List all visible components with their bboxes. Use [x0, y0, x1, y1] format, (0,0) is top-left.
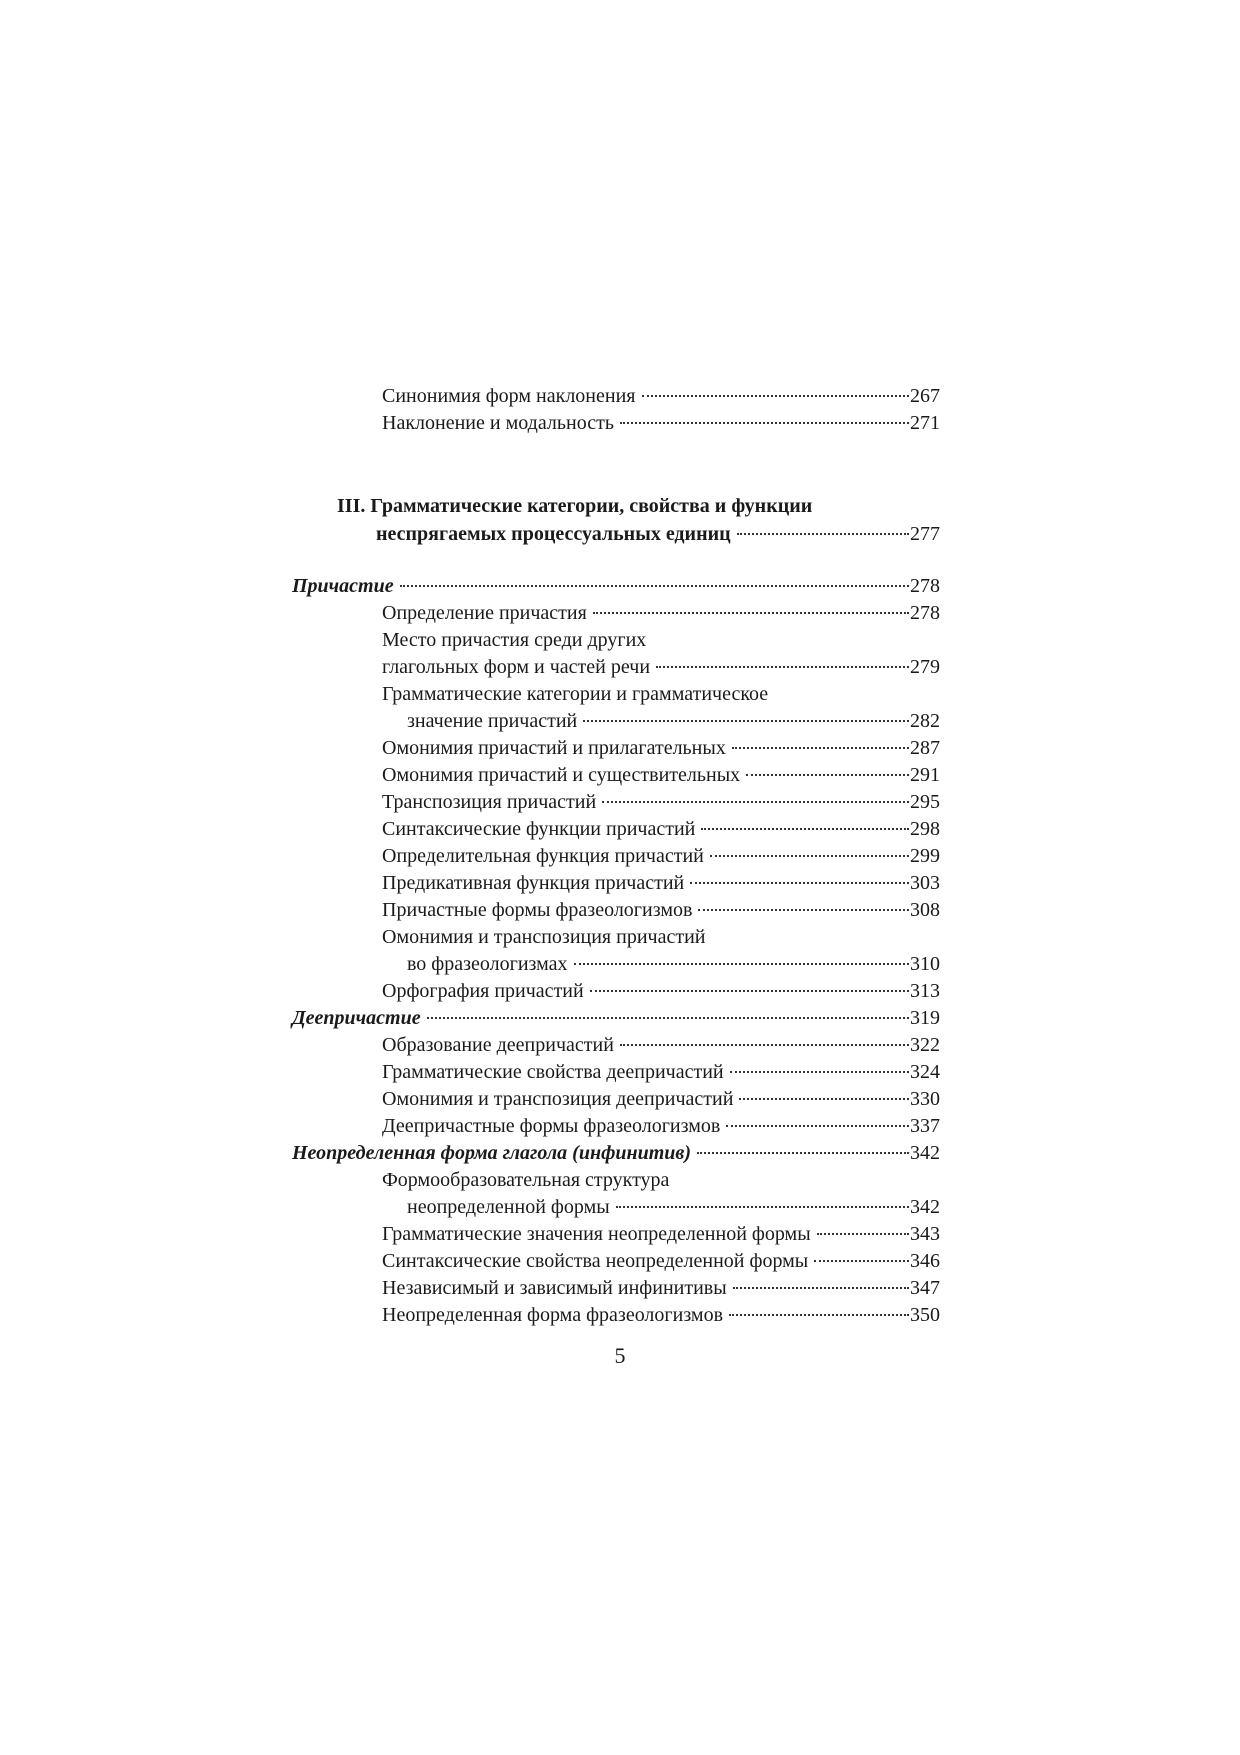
toc-entry-line1: Омонимия и транспозиция причастий [382, 926, 706, 948]
toc-entry: Омонимия и транспозиция деепричастий 330 [382, 1088, 940, 1110]
leader-dots [602, 801, 909, 803]
toc-entry: Грамматические значения неопределенной формы 343 [382, 1223, 940, 1245]
toc-heading-participle: Причастие 278 [292, 575, 940, 597]
leader-dots [701, 828, 909, 830]
leader-dots [729, 1314, 909, 1316]
section-title-line1: III. Грамматические категории, свойства и функции [337, 495, 813, 517]
leader-dots [814, 1260, 909, 1262]
toc-entry-line2: значение причастий 282 [407, 710, 940, 732]
toc-entry: Деепричастные формы фразеологизмов 337 [382, 1115, 940, 1137]
toc-entry: Наклонение и модальность 271 [382, 412, 940, 434]
section-title [292, 492, 940, 548]
leader-dots [656, 666, 909, 668]
leader-dots [746, 774, 909, 776]
toc-entry: Определение причастия 278 [382, 602, 940, 624]
leader-dots [737, 533, 909, 535]
page-number: 5 [614, 1343, 626, 1368]
leader-dots [620, 1044, 909, 1046]
leader-dots [817, 1233, 909, 1235]
toc-entry: Омонимия причастий и прилагательных 287 [382, 737, 940, 759]
leader-dots [698, 909, 909, 911]
toc-entry: Образование деепричастий 322 [382, 1034, 940, 1056]
toc-entry: Причастные формы фразеологизмов 308 [382, 899, 940, 921]
toc-entry: Транспозиция причастий 295 [382, 791, 940, 813]
toc-entry-line1: Место причастия среди других [382, 629, 647, 651]
toc-block-main [292, 573, 940, 1329]
leader-dots [620, 422, 909, 424]
leader-dots [590, 990, 909, 992]
toc-block-continued [292, 383, 940, 437]
section-title-line2: неспрягаемых процессуальных единиц 277 [376, 523, 940, 545]
leader-dots [400, 585, 909, 587]
leader-dots [574, 963, 909, 965]
leader-dots [733, 1287, 909, 1289]
toc-entry: Независимый и зависимый инфинитивы 347 [382, 1277, 940, 1299]
toc-entry-line2: глагольных форм и частей речи 279 [382, 656, 940, 678]
toc-entry: Неопределенная форма фразеологизмов 350 [382, 1304, 940, 1326]
toc-entry: Синонимия форм наклонения 267 [382, 385, 940, 407]
leader-dots [730, 1071, 909, 1073]
toc-heading-infinitive: Неопределенная форма глагола (инфинитив) 342 [292, 1142, 940, 1164]
leader-dots [726, 1125, 909, 1127]
toc-entry-line2: неопределенной формы 342 [407, 1196, 940, 1218]
leader-dots [642, 395, 910, 397]
toc-entry: Орфография причастий 313 [382, 980, 940, 1002]
leader-dots [690, 882, 909, 884]
leader-dots [583, 720, 909, 722]
toc-entry-line2: во фразеологизмах 310 [407, 953, 940, 975]
leader-dots [616, 1206, 909, 1208]
leader-dots [593, 612, 909, 614]
leader-dots [697, 1152, 909, 1154]
toc-entry: Грамматические свойства деепричастий 324 [382, 1061, 940, 1083]
toc-heading-gerund: Деепричастие 319 [292, 1007, 940, 1029]
toc-entry: Предикативная функция причастий 303 [382, 872, 940, 894]
toc-entry-line1: Формообразовательная структура [382, 1169, 670, 1191]
leader-dots [732, 747, 909, 749]
leader-dots [739, 1098, 909, 1100]
toc-entry: Синтаксические функции причастий 298 [382, 818, 940, 840]
leader-dots [710, 855, 909, 857]
toc-entry: Синтаксические свойства неопределенной формы 346 [382, 1250, 940, 1272]
leader-dots [427, 1017, 909, 1019]
toc-entry: Омонимия причастий и существительных 291 [382, 764, 940, 786]
toc-entry-line1: Грамматические категории и грамматическое [382, 683, 769, 705]
toc-entry: Определительная функция причастий 299 [382, 845, 940, 867]
